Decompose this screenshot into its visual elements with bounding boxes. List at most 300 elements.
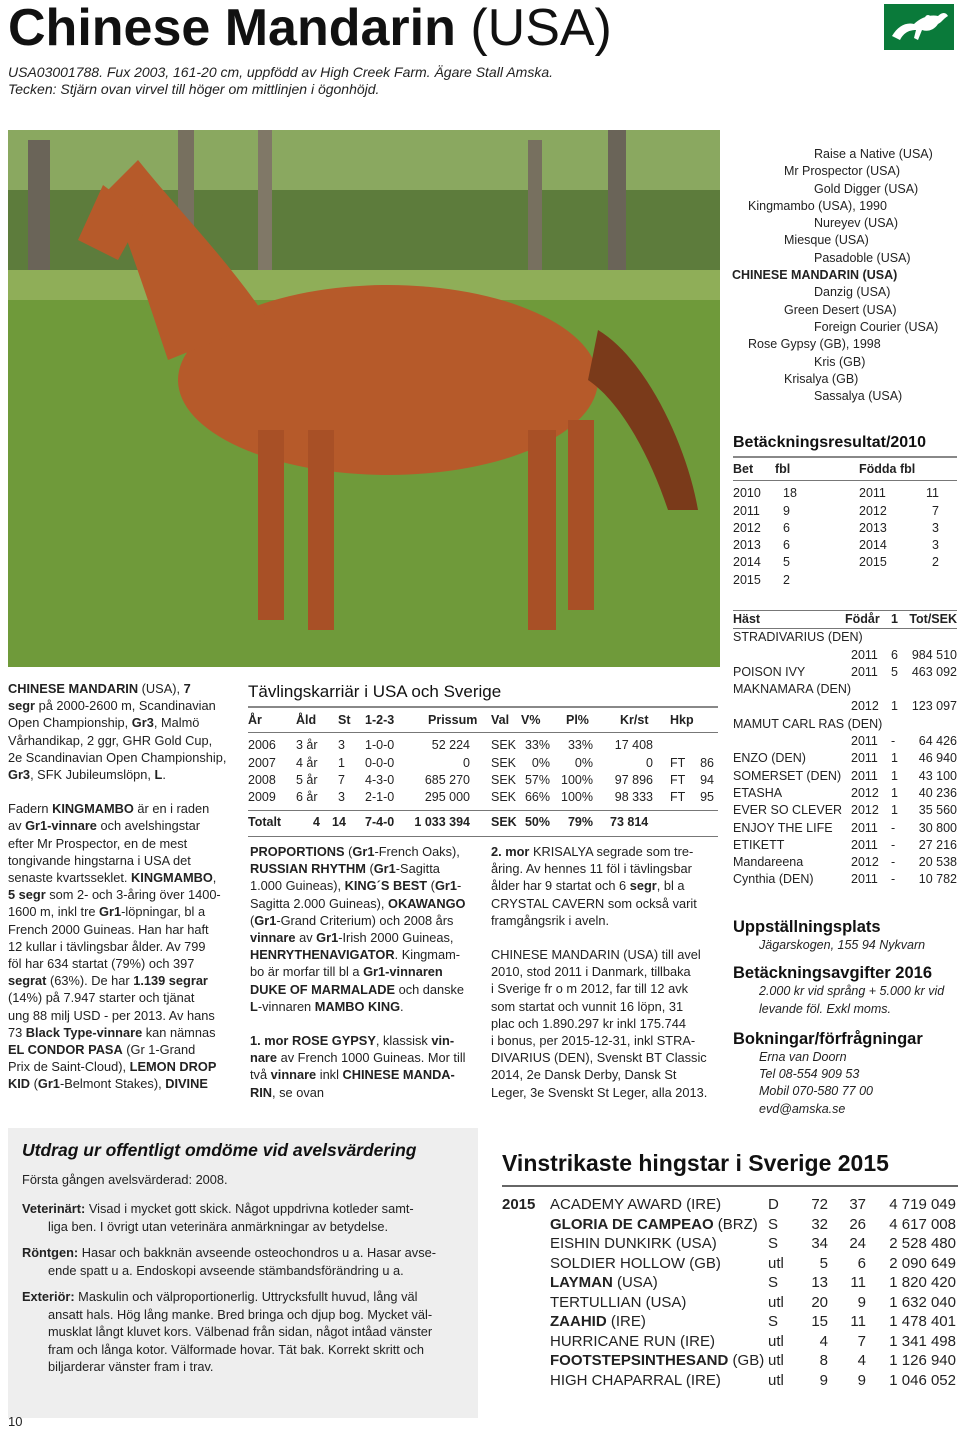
cell-foals: 7 (932, 503, 939, 518)
stallion-name: EISHIN DUNKIRK (550, 1235, 672, 1252)
cell-starts: 3 (338, 738, 345, 753)
cell-foals: 3 (932, 538, 939, 553)
cell-country: utl (768, 1352, 784, 1369)
divider (502, 1185, 958, 1187)
cell-horse: ETASHA (733, 785, 783, 800)
text-line: Open Championship, Gr3, Malmö (8, 715, 200, 731)
text-line: åring. Av hennes 11 föl i tävlingsbar (491, 861, 692, 877)
cell-wins: - (891, 872, 896, 887)
cell-country: utl (768, 1293, 784, 1311)
cell-starts: 3 (338, 790, 345, 805)
pedigree-sire-sire: Raise a Native (USA) (814, 147, 933, 161)
text-line: efter Mr Prospector, en de mest (8, 835, 188, 851)
cell-horse: STRADIVARIUS (DEN) (733, 630, 863, 645)
text-line: framgångsrik i aveln. (491, 912, 610, 928)
stallion-name: SOLDIER HOLLOW (550, 1254, 686, 1272)
cell-starts: 7 (338, 772, 345, 787)
cell-year: 2013 (733, 538, 761, 553)
cell-birth-year: 2011 (851, 647, 878, 662)
cell-earnings: 20 538 (918, 855, 957, 870)
sire-paragraph (8, 800, 236, 1092)
cell-year: 2011 (733, 503, 760, 518)
divider (248, 732, 718, 733)
cell-birth-year: 2012 (851, 785, 879, 800)
cell-wins: 9 (857, 1371, 866, 1389)
cell-earnings: 984 510 (911, 647, 957, 662)
career-col-header: St (338, 713, 351, 727)
cell-offspring: 34 (811, 1235, 828, 1252)
cell-country: utl (768, 1371, 784, 1389)
pedigree-entry: Danzig (USA) (814, 285, 891, 300)
cell-birth-year: 2011 (851, 751, 878, 766)
cell-foal-year: 2012 (859, 503, 887, 518)
coverings-row (733, 520, 957, 537)
cell-currency: SEK (491, 755, 517, 770)
evaluation-heading: Utdrag ur offentligt omdöme vid avelsvärdering (22, 1140, 417, 1160)
cell-place-pct: 0% (574, 755, 593, 770)
cell-offspring: 8 (819, 1352, 828, 1369)
pedigree-entry: Gold Digger (USA) (814, 181, 919, 196)
cell-horse: MAMUT CARL RAS (DEN) (733, 716, 883, 731)
stallion-row (502, 1215, 958, 1235)
career-row (248, 737, 718, 754)
left-text-column (8, 680, 236, 1093)
cell-wins: 37 (849, 1196, 866, 1213)
cell-age: 6 år (296, 790, 318, 805)
cell-earnings: 4 617 008 (889, 1215, 956, 1233)
text-line: (14%) på 7.947 starter och tjänat (8, 990, 195, 1006)
horse-photo (8, 130, 720, 667)
text-line: 5 segr som 2- och 3-åring över 1400- (8, 887, 221, 903)
text-line: Gr3, SFK Jubileumslöpn, L. (8, 767, 166, 783)
cell-per-start: 0 (646, 755, 653, 770)
cell-horse: Mandareena (733, 855, 804, 870)
coverings-row (733, 537, 957, 554)
cell-prize: 295 000 (424, 790, 470, 805)
col-fbl: fbl (775, 462, 791, 476)
cell-placings: 1-0-0 (365, 738, 395, 753)
cell-birth-year: 2012 (851, 855, 879, 870)
cell-country: D (768, 1196, 779, 1213)
cell-currency: SEK (491, 738, 517, 753)
cell-per-start: 73 814 (610, 815, 649, 830)
cell-stallion (550, 1195, 721, 1215)
evaluation-exterior (22, 1288, 432, 1376)
cell-birth-year: 2011 (851, 872, 878, 887)
ext-line1: Maskulin och välproportionerlig. Uttrycksfullt huvud, lång väl (74, 1289, 418, 1304)
cell-earnings: 123 097 (911, 699, 957, 714)
cell-wins: 6 (857, 1254, 866, 1272)
text-line: DIVARIUS (DEN), Svenskt BT Classic (491, 1050, 707, 1066)
offspring-row (733, 837, 957, 854)
cell-wins: - (891, 855, 896, 870)
cell-foal-year: 2011 (859, 486, 886, 501)
text-line: DUKE OF MARMALADE och danske (250, 981, 465, 997)
cell-earnings: 2 090 649 (889, 1254, 956, 1272)
text-line: Fadern KINGMAMBO är en i raden (8, 801, 210, 817)
cell-hcp: 94 (700, 772, 714, 787)
text-line: 2010, stod 2011 i Danmark, tillbaka (491, 964, 691, 980)
pedigree-entry: Sassalya (USA) (814, 389, 903, 404)
cell-year: 2015 (502, 1196, 536, 1213)
cell-earnings: 64 426 (918, 734, 957, 749)
stallion-origin: (USA) (671, 1235, 717, 1252)
cell-hcp: 86 (700, 755, 714, 770)
text-line: EL CONDOR PASA (Gr 1-Grand (8, 1042, 196, 1058)
cell-wins: 1 (891, 699, 898, 714)
cell-wins: 11 (850, 1313, 866, 1330)
cell-covered: 6 (783, 538, 790, 553)
cell-offspring: 15 (811, 1313, 828, 1330)
cell-hcp-type: FT (670, 755, 686, 770)
offspring-row (733, 629, 957, 646)
cell-place-pct: 33% (567, 738, 593, 753)
cell-per-start: 98 333 (614, 790, 653, 805)
cell-covered: 5 (783, 555, 790, 570)
cell-prize: 685 270 (424, 772, 470, 787)
cell-covered: 6 (783, 520, 790, 535)
pedigree-entry: Krisalya (GB) (784, 371, 859, 386)
cell-total-label: Totalt (248, 815, 282, 830)
cell-offspring: 72 (811, 1196, 828, 1213)
cell-prize: 52 224 (431, 738, 470, 753)
cell-covered: 2 (783, 572, 790, 587)
cell-win-pct: 66% (524, 790, 550, 805)
cell-birth-year: 2011 (851, 664, 878, 679)
career-row (248, 789, 718, 806)
divider (248, 836, 718, 837)
cell-earnings: 1 126 940 (889, 1352, 956, 1369)
stallion-name: LAYMAN (550, 1274, 613, 1291)
stationing-heading: Uppställningsplats (733, 918, 881, 936)
col-hast: Häst (733, 612, 761, 626)
text-line: nare av French 1000 Guineas. Mor till (250, 1050, 466, 1066)
offspring-row (733, 698, 957, 715)
cell-hcp-type: FT (670, 772, 686, 787)
cell-birth-year: 2012 (851, 803, 879, 818)
text-line: 2e Scandinavian Open Championship, (8, 749, 227, 765)
text-line: föl har 634 startat (79%) och 397 (8, 956, 195, 972)
cell-earnings: 463 092 (911, 664, 957, 679)
cell-earnings: 46 940 (918, 751, 957, 766)
cell-horse: POISON IVY (733, 664, 806, 679)
race-record-paragraph (8, 680, 236, 783)
cell-wins: - (891, 734, 896, 749)
offspring-row (733, 854, 957, 871)
text-line: i bonus, per 2015-12-31, inkl STRA- (491, 1033, 696, 1049)
cell-wins: 24 (849, 1235, 866, 1252)
cell-earnings: 1 632 040 (889, 1293, 956, 1311)
fee-line2: levande föl. Exkl moms. (759, 1001, 891, 1016)
offspring-row (733, 716, 957, 733)
offspring-rows (733, 629, 957, 888)
cell-placings: 7-4-0 (365, 815, 395, 830)
text-line: 2014, 2e Dansk Derby, Dansk St (491, 1067, 677, 1083)
cell-offspring: 13 (811, 1274, 828, 1291)
text-line: (Gr1-Grand Criterium) och 2008 års (250, 912, 454, 928)
coverings-row (733, 554, 957, 571)
career-total-row (248, 814, 718, 831)
cell-currency: SEK (491, 772, 517, 787)
stud-text-column (491, 843, 723, 1101)
ext-line5: biljarderar vänster fram i trav. (48, 1359, 214, 1374)
pedigree-entry: Kris (GB) (814, 354, 866, 369)
cell-covered: 18 (783, 486, 797, 501)
cell-birth-year: 2011 (851, 734, 878, 749)
cell-stallion (550, 1312, 646, 1332)
text-line: French 2000 Guineas. Han har haft (8, 921, 209, 937)
stallion-name: ZAAHID (550, 1313, 607, 1330)
cell-year: 2010 (733, 486, 761, 501)
evaluation-box (8, 1128, 478, 1418)
text-line: tongivande hingstarna i USA det (8, 852, 191, 868)
cell-wins: 1 (891, 785, 898, 800)
coverings-row (733, 485, 957, 502)
cell-wins: 11 (850, 1274, 866, 1291)
offspring-row (733, 820, 957, 837)
ext-line3: musklat långt kluvet kors. Välbenad från sidan, något intåad vänster (48, 1324, 433, 1339)
xray-line2: ende spatt u a. Endoskopi avseende stämbandsförändring u a. (48, 1262, 404, 1278)
career-row (248, 755, 718, 772)
divider (248, 810, 718, 811)
stallion-row (502, 1234, 958, 1254)
text-line: RUSSIAN RHYTHM (Gr1-Sagitta (250, 861, 440, 877)
cell-stallion (550, 1351, 764, 1371)
cell-country: utl (768, 1332, 784, 1350)
ext-line2: ansatt hals. Hög lång manke. Bred bringa och djup bog. Mycket väl- (48, 1306, 433, 1322)
pedigree-dam: Rose Gypsy (GB), 1998 (748, 337, 881, 352)
cell-year: 2014 (733, 555, 761, 570)
cell-stallion (550, 1332, 715, 1352)
text-line: segr på 2000-2600 m, Scandinavian (8, 698, 216, 714)
offspring-row (733, 768, 957, 785)
stallion-row (502, 1371, 958, 1391)
text-line (250, 1015, 482, 1032)
cell-country: S (768, 1313, 779, 1330)
career-header-row (248, 712, 718, 729)
cell-year: 2008 (248, 772, 276, 787)
top-stallions-heading: Vinstrikaste hingstar i Sverige 2015 (502, 1150, 889, 1176)
col-wins: 1 (891, 612, 898, 626)
stationing-text: Jägarskogen, 155 94 Nykvarn (759, 938, 926, 952)
text-line: 1600 m, inkl tre Gr1-löpningar, bl a (8, 904, 206, 920)
cell-birth-year: 2012 (851, 699, 879, 714)
fee-heading: Betäckningsavgifter 2016 (733, 964, 933, 983)
cell-wins: - (891, 837, 896, 852)
career-row (248, 772, 718, 789)
stallion-origin: (IRE) (681, 1196, 722, 1213)
career-section (248, 682, 718, 837)
cell-country: utl (768, 1254, 784, 1272)
pedigree-entry: Miesque (USA) (784, 233, 869, 248)
text-line: CHINESE MANDARIN (USA), 7 (8, 681, 191, 696)
cell-foal-year: 2015 (859, 555, 887, 570)
cell-wins: - (891, 820, 896, 835)
cell-win-pct: 50% (524, 815, 550, 830)
cell-earnings: 4 719 049 (889, 1196, 956, 1213)
offspring-row (733, 681, 957, 698)
cell-stallion (550, 1293, 686, 1313)
career-col-header: År (248, 713, 262, 727)
divider (248, 706, 718, 708)
cell-age: 3 år (296, 738, 318, 753)
evaluation-vet (22, 1200, 414, 1235)
cell-offspring: 4 (819, 1332, 828, 1350)
text-line: 1. mor ROSE GYPSY, klassisk vin- (250, 1033, 455, 1049)
career-col-header: Val (491, 713, 510, 727)
vet-line1: Visad i mycket gott skick. Något uppdrivna kotleder samt- (85, 1201, 414, 1216)
offspring-row (733, 664, 957, 681)
cell-country: S (768, 1215, 779, 1233)
stallion-name: HIGH CHAPARRAL (550, 1371, 682, 1389)
offspring-row (733, 802, 957, 819)
text-line: som startat och vunnit 16 löpn, 31 (491, 998, 684, 1014)
cell-offspring: 20 (811, 1293, 828, 1311)
text-line: vinnare av Gr1-Irish 2000 Guineas, (250, 930, 454, 946)
cell-offspring: 32 (811, 1215, 828, 1233)
text-line: RIN, se ovan (250, 1084, 324, 1100)
cell-placings: 4-3-0 (365, 772, 395, 787)
stallion-name: TERTULLIAN (550, 1293, 642, 1311)
cell-age: 4 (313, 815, 320, 830)
cell-horse: ETIKETT (733, 837, 785, 852)
cell-horse: ENJOY THE LIFE (733, 820, 833, 835)
cell-year: 2015 (733, 572, 761, 587)
text-line: Leger, 3e Svenskt St Leger, alla 2013. (491, 1084, 708, 1100)
stallion-origin: (BRZ) (713, 1215, 758, 1233)
cell-place-pct: 79% (567, 815, 593, 830)
cell-wins: 1 (891, 768, 898, 783)
stallion-row (502, 1273, 958, 1293)
bookings-heading: Bokningar/förfrågningar (733, 1029, 923, 1048)
pedigree-entry: Green Desert (USA) (784, 302, 897, 317)
col-fodda: Födda fbl (859, 462, 916, 476)
stallion-row (502, 1293, 958, 1313)
pedigree-sire: Kingmambo (USA), 1990 (748, 198, 887, 213)
cell-foals: 2 (932, 555, 939, 570)
cell-earnings: 35 560 (918, 803, 957, 818)
vet-line2: liga ben. I övrigt utan veterinära anmärkningar av betydelse. (48, 1218, 389, 1234)
top-stallions-rows (502, 1195, 958, 1390)
text-line: HENRYTHENAVIGATOR. Kingmam- (250, 947, 460, 963)
offspring-header-row (733, 611, 957, 628)
cell-wins: 5 (891, 664, 898, 679)
col-tot: Tot/SEK (909, 612, 957, 626)
cell-earnings: 2 528 480 (889, 1235, 956, 1252)
offspring-row (733, 785, 957, 802)
vet-label: Veterinärt: (22, 1201, 86, 1216)
stallion-name: HURRICANE RUN (550, 1332, 676, 1350)
cell-earnings: 1 820 420 (889, 1274, 956, 1291)
ext-label: Exteriör: (22, 1289, 75, 1304)
cell-stallion (550, 1215, 758, 1235)
cell-horse: EVER SO CLEVER (733, 803, 843, 818)
cell-wins: 1 (891, 803, 898, 818)
stallion-row (502, 1351, 958, 1371)
pedigree-sire-sire-parent: Mr Prospector (USA) (784, 164, 900, 179)
text-line: 1.000 Guineas), KING´S BEST (Gr1- (250, 878, 462, 894)
text-line: CRYSTAL CAVERN som också varit (491, 895, 697, 911)
coverings-heading: Betäckningsresultat/2010 (733, 434, 926, 451)
text-line: 73 Black Type-vinnare kan nämnas (8, 1024, 216, 1040)
cell-earnings: 1 341 498 (889, 1332, 956, 1350)
cell-earnings: 10 782 (918, 872, 957, 887)
cell-horse: ENZO (DEN) (733, 751, 806, 766)
col-fodar: Födår (845, 612, 880, 626)
cell-hcp-type: FT (670, 790, 686, 805)
offspring-row (733, 647, 957, 664)
cell-foals: 3 (932, 520, 939, 535)
stallion-origin: (IRE) (675, 1332, 716, 1350)
text-line: 12 kullar i tävlingsbar ålder. Av 799 (8, 938, 206, 954)
stallion-name: FOOTSTEPSINTHESAND (550, 1352, 729, 1369)
career-rows (248, 737, 718, 806)
cell-age: 4 år (296, 755, 318, 770)
cell-per-start: 97 896 (614, 772, 653, 787)
cell-wins: 9 (857, 1293, 866, 1311)
cell-wins: 7 (857, 1332, 866, 1350)
cell-wins: 1 (891, 751, 898, 766)
page-number: 10 (8, 1414, 23, 1429)
contact-email[interactable]: evd@amska.se (759, 1101, 846, 1116)
text-line: Sagitta 2.000 Guineas), OKAWANGO (250, 895, 466, 911)
stallion-origin: (GB) (728, 1352, 765, 1369)
cell-earnings: 30 800 (918, 820, 957, 835)
horse-details-line2: Tecken: Stjärn ovan virvel till höger om mittlinjen i ögonhöjd. (8, 81, 380, 97)
stallion-name: ACADEMY AWARD (550, 1196, 682, 1213)
coverings-row (733, 572, 957, 589)
stallion-origin: (IRE) (606, 1313, 646, 1330)
cell-offspring: 5 (819, 1254, 828, 1272)
stallion-row (502, 1332, 958, 1352)
cell-starts: 14 (332, 815, 346, 830)
text-line: CHINESE MANDARIN (USA) till avel (491, 947, 701, 963)
contact-mobile: Mobil 070-580 77 00 (759, 1084, 873, 1099)
offspring-row (733, 733, 957, 750)
cell-stallion (550, 1254, 721, 1274)
stallion-row (502, 1312, 958, 1332)
pedigree-entry: Foreign Courier (USA) (814, 319, 939, 334)
cell-prize: 0 (463, 755, 470, 770)
career-col-header: Åld (296, 713, 317, 727)
text-line: ålder har 9 startat och 6 segr, bl a (491, 878, 685, 894)
horse-details (8, 64, 768, 98)
text-line: L-vinnaren MAMBO KING. (250, 998, 404, 1014)
xray-line1: Hasar och bakknän avseende osteochondros u a. Hasar avse- (78, 1245, 436, 1260)
cell-horse: MAKNAMARA (DEN) (733, 682, 852, 697)
text-line: plac och 1.890.297 kr inkl 175.744 (491, 1015, 686, 1031)
page-title: Chinese Mandarin (USA) (8, 0, 612, 57)
pedigree-horse: CHINESE MANDARIN (USA) (732, 268, 898, 283)
cell-covered: 9 (783, 503, 790, 518)
cell-earnings: 1 046 052 (889, 1371, 956, 1389)
coverings-rows (733, 485, 957, 589)
text-line (491, 929, 723, 946)
cell-placings: 2-1-0 (365, 790, 395, 805)
evaluation-xray (22, 1244, 436, 1279)
cell-earnings: 43 100 (918, 768, 957, 783)
cell-horse: SOMERSET (DEN) (733, 768, 842, 783)
cell-year: 2007 (248, 755, 276, 770)
cell-per-start: 17 408 (614, 738, 653, 753)
coverings-header-row (733, 461, 957, 478)
cell-place-pct: 100% (561, 790, 593, 805)
pedigree (722, 146, 952, 405)
cell-country: S (768, 1235, 779, 1252)
text-line: segrat (63%). De har 1.139 segrar (8, 973, 208, 989)
career-col-header: Prissum (428, 713, 478, 727)
career-col-header: Pl% (566, 713, 589, 727)
